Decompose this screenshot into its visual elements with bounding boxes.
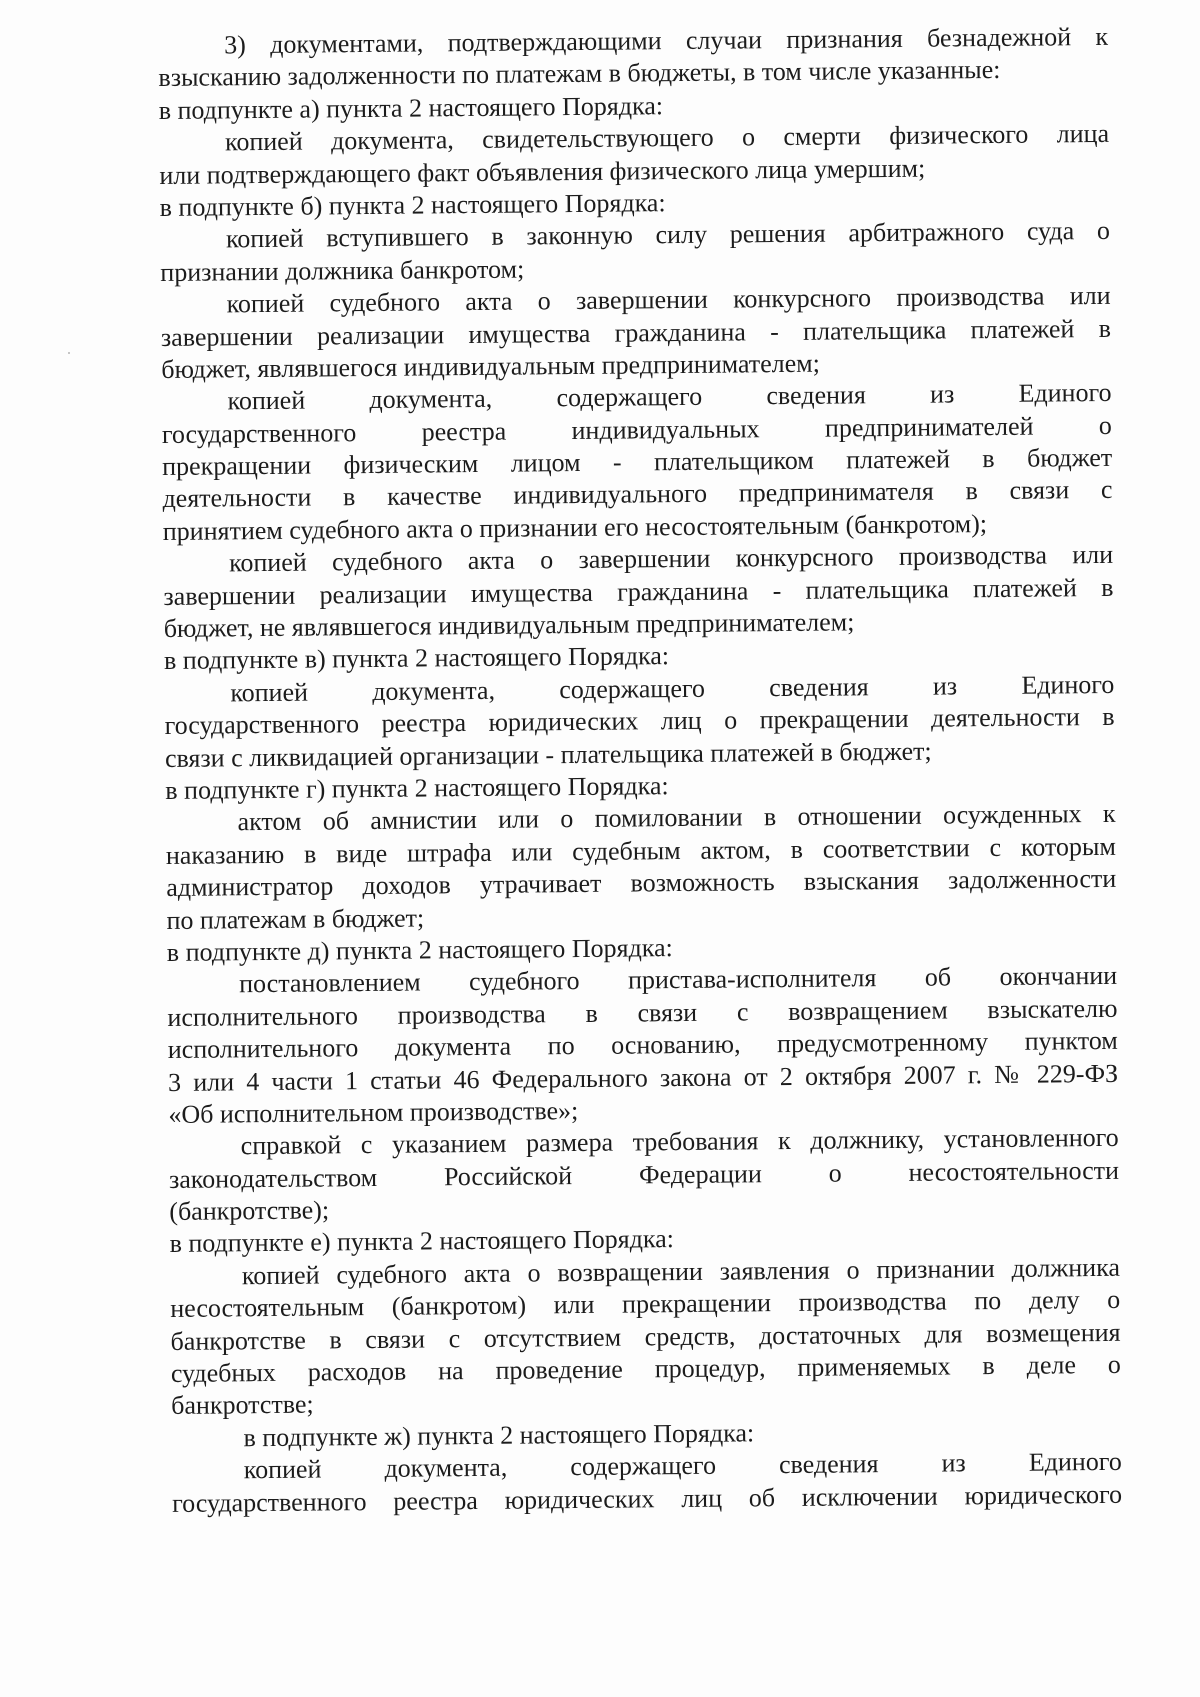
text-line: по платежам в бюджет; [166, 903, 425, 935]
text-line: копией судебного акта о возвращении заявления о признании должника [241, 1252, 1121, 1291]
text-line: несостоятельным (банкротом) или прекращении производства по делу о [170, 1285, 1121, 1324]
text-line: 3) документами, подтверждающими случаи признания безнадежной к [224, 21, 1109, 60]
document-body [158, 21, 1122, 1520]
text-line: в подпункте ж) пункта 2 настоящего Порядка: [243, 1418, 755, 1453]
text-line: государственного реестра индивидуальных предпринимателей о [161, 410, 1112, 449]
text-line: завершении реализации имущества гражданина - плательщика платежей в [163, 572, 1114, 611]
text-line: постановлением судебного пристава-исполнителя об окончании [239, 961, 1118, 999]
text-line: законодательством Российской Федерации о несостоятельности [168, 1155, 1120, 1194]
text-line: признании должника банкротом; [160, 254, 525, 287]
text-line: актом об амнистии или о помиловании в отношении осужденных к [237, 799, 1116, 837]
text-line: государственного реестра юридических лиц об исключении юридического [172, 1479, 1123, 1518]
text-line: «Об исполнительном производстве»; [168, 1095, 579, 1129]
text-line: исполнительного документа по основанию, предусмотренному пунктом [167, 1025, 1118, 1065]
text-line: взысканию задолженности по платежам в бюджеты, в том числе указанные: [158, 55, 1001, 93]
text-line: справкой с указанием размера требования к должнику, установленного [240, 1123, 1119, 1161]
text-line: копией документа, свидетельствующего о смерти физического лица [224, 119, 1110, 157]
text-line: в подпункте б) пункта 2 настоящего Порядка: [159, 188, 666, 222]
text-line: администратор доходов утрачивает возможность взыскания задолженности [166, 863, 1117, 903]
text-line: копией судебного акта о завершении конкурсного производства или [226, 280, 1111, 319]
text-line: копией документа, содержащего сведения из Единого [230, 669, 1115, 708]
text-line: 3 или 4 части 1 статьи 46 Федерального закона от 2 октября 2007 г. № 229-ФЗ [167, 1058, 1119, 1097]
text-line: копией судебного акта о завершении конкурсного производства или [228, 540, 1114, 578]
text-line: в подпункте е) пункта 2 настоящего Порядка: [169, 1224, 675, 1259]
text-line: прекращении физическим лицом - плательщиком платежей в бюджет [162, 442, 1113, 482]
text-line: в подпункте а) пункта 2 настоящего Порядка: [158, 90, 664, 125]
text-line: в подпункте г) пункта 2 настоящего Порядка: [165, 771, 669, 805]
text-line: или подтверждающего факт объявления физического лица умершим; [159, 153, 926, 190]
text-line: бюджет, не являвшегося индивидуальным предпринимателем; [163, 607, 855, 644]
text-line: принятием судебного акта о признании его несостоятельным (банкротом); [162, 508, 988, 546]
text-line: в подпункте д) пункта 2 настоящего Порядка: [166, 933, 673, 967]
text-line: копией вступившего в законную силу решения арбитражного суда о [225, 216, 1111, 254]
text-line: связи с ликвидацией организации - плательщика платежей в бюджет; [164, 736, 932, 773]
text-line: в подпункте в) пункта 2 настоящего Порядка: [163, 641, 670, 676]
text-line: банкротстве; [171, 1389, 314, 1421]
scan-speck [68, 352, 70, 354]
text-line: (банкротстве); [169, 1195, 330, 1227]
text-line: банкротстве в связи с отсутствием средств, достаточных для возмещения [170, 1317, 1121, 1356]
text-line: государственного реестра юридических лиц о прекращении деятельности в [164, 702, 1115, 741]
text-line: копией документа, содержащего сведения из Единого [243, 1447, 1122, 1485]
text-line: наказанию в виде штрафа или судебным актом, в соответствии с которым [165, 831, 1117, 870]
text-line: деятельности в качестве индивидуального предпринимателя в связи с [162, 475, 1113, 514]
text-line: копией документа, содержащего сведения из Единого [227, 378, 1112, 416]
text-line: исполнительного производства в связи с возвращением взыскателю [167, 993, 1118, 1032]
text-line: бюджет, являвшегося индивидуальным предпринимателем; [161, 348, 821, 384]
text-line: завершении реализации имущества гражданина - плательщика платежей в [160, 313, 1112, 352]
text-line: судебных расходов на проведение процедур, применяемых в деле о [170, 1349, 1121, 1388]
